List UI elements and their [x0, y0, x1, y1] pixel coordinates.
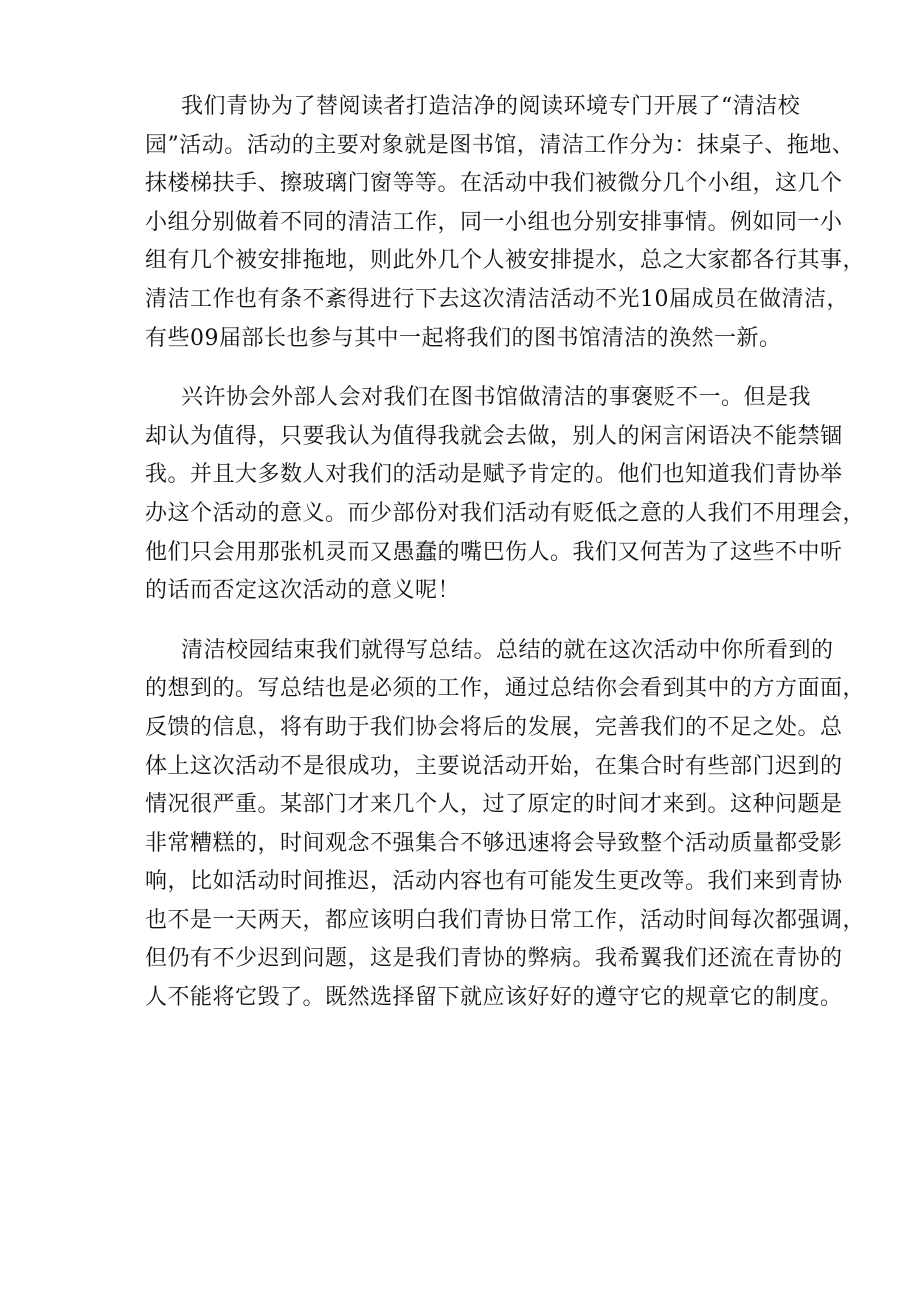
document-body [145, 88, 866, 1018]
paragraph-line: 情况很严重。某部门才来几个人，过了原定的时间才来到。这种问题是 [145, 792, 843, 818]
paragraph-line: 组有几个被安排拖地，则此外几个人被安排提水，总之大家都各行其事， [145, 248, 866, 274]
paragraph-line: 反馈的信息，将有助于我们协会将后的发展，完善我们的不足之处。总 [145, 714, 843, 740]
paragraph-line: 我们青协为了替阅读者打造洁净的阅读环境专门开展了“清洁校 [181, 94, 801, 119]
paragraph-line: 但仍有不少迟到问题，这是我们青协的弊病。我希翼我们还流在青协的 [145, 946, 843, 972]
paragraph-line: 非常糟糕的，时间观念不强集合不够迅速将会导致整个活动质量都受影 [145, 830, 843, 856]
paragraph-2 [145, 379, 866, 611]
paragraph-line: 清洁工作也有条不紊得进行下去这次清洁活动不光10届成员在做清洁， [145, 286, 849, 312]
paragraph-line: 他们只会用那张机灵而又愚蠢的嘴巴伤人。我们又何苦为了这些不中听 [145, 539, 843, 565]
paragraph-line: 我。并且大多数人对我们的活动是赋予肯定的。他们也知道我们青协举 [145, 462, 843, 488]
paragraph-line: 的想到的。写总结也是必须的工作，通过总结你会看到其中的方方面面， [145, 676, 866, 702]
paragraph-line: 兴许协会外部人会对我们在图书馆做清洁的事褒贬不一。但是我 [181, 385, 812, 411]
paragraph-line: 的话而否定这次活动的意义呢！ [145, 578, 461, 604]
paragraph-line: 办这个活动的意义。而少部份对我们活动有贬低之意的人我们不用理会， [145, 500, 866, 526]
paragraph-line: 有些09届部长也参与其中一起将我们的图书馆清洁的涣然一新。 [145, 325, 782, 351]
paragraph-line: 人不能将它毁了。既然选择留下就应该好好的遵守它的规章它的制度。 [145, 985, 843, 1011]
paragraph-1 [145, 88, 866, 358]
paragraph-line: 小组分别做着不同的清洁工作，同一小组也分别安排事情。例如同一小 [145, 209, 843, 235]
paragraph-line: 抹楼梯扶手、擦玻璃门窗等等。在活动中我们被微分几个小组，这几个 [145, 171, 843, 197]
paragraph-line: 响，比如活动时间推迟，活动内容也有可能发生更改等。我们来到青协 [145, 869, 843, 895]
paragraph-line: 园”活动。活动的主要对象就是图书馆，清洁工作分为：抹桌子、拖地、 [145, 132, 855, 158]
paragraph-line: 清洁校园结束我们就得写总结。总结的就在这次活动中你所看到的 [181, 637, 834, 663]
paragraph-3 [145, 632, 866, 1018]
paragraph-line: 体上这次活动不是很成功，主要说活动开始，在集合时有些部门迟到的 [145, 753, 843, 779]
paragraph-line: 却认为值得，只要我认为值得我就会去做，别人的闲言闲语决不能禁锢 [145, 423, 843, 449]
paragraph-line: 也不是一天两天，都应该明白我们青协日常工作，活动时间每次都强调， [145, 907, 866, 933]
